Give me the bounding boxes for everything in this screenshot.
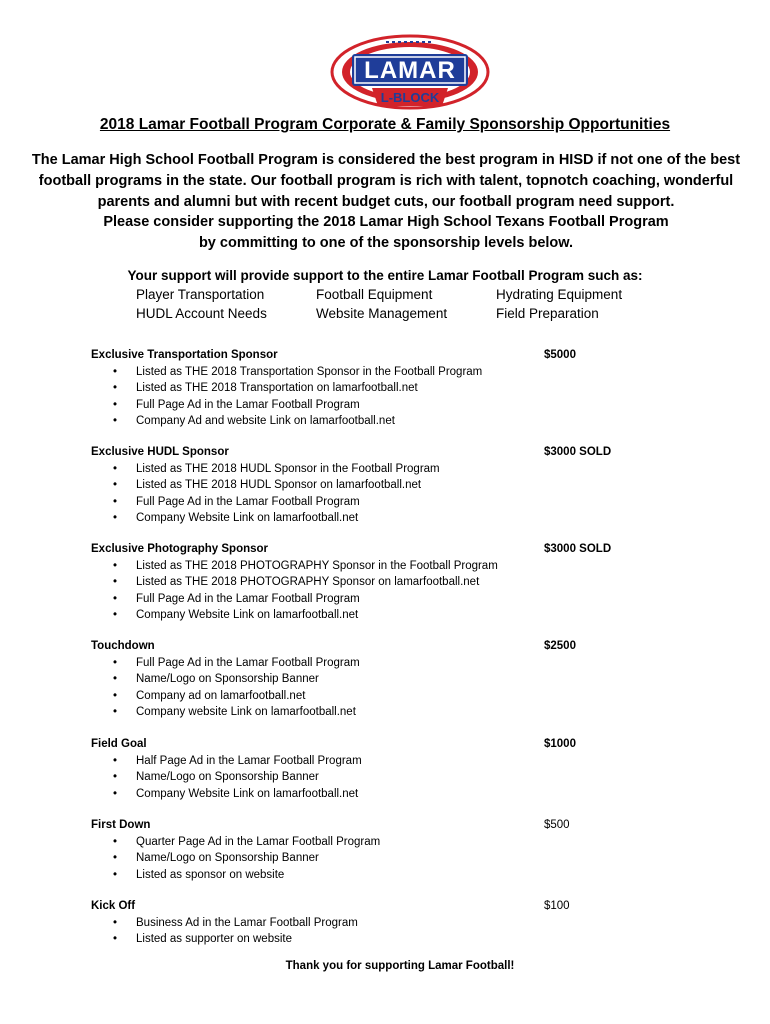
list-item: • Listed as THE 2018 PHOTOGRAPHY Sponsor in the Football Program — [91, 558, 691, 575]
intro-line: football programs in the state. Our football program is rich with talent, topnotch coaching, wonderful — [38, 172, 734, 189]
level-price: $500 — [544, 819, 570, 831]
page-title: 2018 Lamar Football Program Corporate & Family Sponsorship Opportunities — [99, 116, 671, 133]
bullet-icon: • — [113, 382, 118, 394]
bullet-icon: • — [113, 415, 118, 427]
list-item: • Company Ad and website Link on lamarfootball.net — [91, 413, 691, 430]
list-item: • Listed as THE 2018 HUDL Sponsor in the Football Program — [91, 461, 691, 478]
bullet-icon: • — [113, 365, 118, 378]
bullet-icon: • — [113, 771, 118, 783]
bullet-icon: • — [113, 512, 118, 524]
bullet-icon: • — [113, 787, 118, 800]
level-name: Exclusive Transportation Sponsor — [91, 349, 278, 361]
support-needs-grid — [136, 285, 676, 323]
support-item: HUDL Account Needs — [136, 306, 267, 321]
support-row — [136, 304, 676, 323]
support-row — [136, 285, 676, 304]
bullet-icon: • — [113, 852, 118, 864]
list-item: • Half Page Ad in the Lamar Football Program — [91, 753, 691, 770]
level-first-down — [91, 817, 691, 883]
level-field-goal — [91, 736, 691, 802]
logo-bottom-text: L-BLOCK — [380, 90, 440, 105]
level-exclusive-photography — [91, 541, 691, 624]
intro-line: by committing to one of the sponsorship levels below. — [198, 235, 574, 252]
bullet-icon: • — [113, 673, 118, 685]
level-name: Exclusive Photography Sponsor — [91, 543, 269, 555]
level-name: First Down — [91, 819, 151, 831]
bullet-icon: • — [113, 656, 118, 669]
list-item: • Listed as THE 2018 HUDL Sponsor on lamarfootball.net — [91, 477, 691, 494]
list-item: • Company ad on lamarfootball.net — [91, 688, 691, 705]
bullet-icon: • — [113, 868, 118, 881]
support-item: Football Equipment — [316, 287, 433, 302]
list-item: • Full Page Ad in the Lamar Football Program — [91, 494, 691, 511]
list-item: • Company Website Link on lamarfootball.net — [91, 607, 691, 624]
list-item: • Quarter Page Ad in the Lamar Football Program — [91, 834, 691, 851]
list-item: • Business Ad in the Lamar Football Program — [91, 915, 691, 932]
list-item: • Full Page Ad in the Lamar Football Program — [91, 591, 691, 608]
bullet-icon: • — [113, 479, 118, 491]
intro-line: Please consider supporting the 2018 Lamar High School Texans Football Program — [103, 214, 669, 231]
list-item: • Company Website Link on lamarfootball.net — [91, 510, 691, 527]
level-price: $100 — [544, 900, 570, 912]
support-item: Field Preparation — [496, 306, 599, 321]
bullet-icon: • — [113, 462, 118, 475]
level-exclusive-transportation — [91, 347, 691, 430]
level-name: Touchdown — [91, 640, 155, 652]
list-item: • Name/Logo on Sponsorship Banner — [91, 769, 691, 786]
list-item: • Company Website Link on lamarfootball.net — [91, 786, 691, 803]
level-name: Field Goal — [91, 738, 147, 750]
bullet-icon: • — [113, 495, 118, 508]
logo-top-text: LAMAR — [364, 57, 456, 84]
list-item: • Company website Link on lamarfootball.net — [91, 704, 691, 721]
level-kick-off — [91, 898, 691, 948]
intro-paragraph — [30, 150, 742, 254]
bullet-icon: • — [113, 398, 118, 411]
level-touchdown — [91, 638, 691, 721]
bullet-icon: • — [113, 916, 118, 929]
bullet-icon: • — [113, 706, 118, 718]
level-price: $3000 SOLD — [544, 446, 612, 458]
list-item: • Full Page Ad in the Lamar Football Program — [91, 397, 691, 414]
bullet-icon: • — [113, 933, 118, 945]
level-exclusive-hudl — [91, 444, 691, 527]
level-price: $3000 SOLD — [544, 543, 612, 555]
level-price: $1000 — [544, 738, 576, 750]
list-item: • Listed as THE 2018 Transportation on lamarfootball.net — [91, 380, 691, 397]
bullet-icon: • — [113, 609, 118, 621]
list-item: • Name/Logo on Sponsorship Banner — [91, 850, 691, 867]
thank-you-note: Thank you for supporting Lamar Football! — [285, 960, 515, 972]
level-name: Exclusive HUDL Sponsor — [91, 446, 229, 458]
support-item: Player Transportation — [136, 287, 265, 302]
bullet-icon: • — [113, 576, 118, 588]
list-item: • Listed as sponsor on website — [91, 867, 691, 884]
bullet-icon: • — [113, 592, 118, 605]
list-item: • Full Page Ad in the Lamar Football Program — [91, 655, 691, 672]
list-item: • Listed as supporter on website — [91, 931, 691, 948]
support-item: Website Management — [316, 306, 448, 321]
lamar-lblock-logo — [330, 34, 490, 114]
bullet-icon: • — [113, 689, 118, 702]
bullet-icon: • — [113, 835, 118, 848]
support-heading: Your support will provide support to the entire Lamar Football Program such as: — [127, 268, 643, 283]
bullet-icon: • — [113, 754, 118, 767]
level-price: $5000 — [544, 349, 576, 361]
level-name: Kick Off — [91, 900, 136, 912]
bullet-icon: • — [113, 559, 118, 572]
support-item: Hydrating Equipment — [496, 287, 623, 302]
intro-line: The Lamar High School Football Program is considered the best program in HISD if not one of the best — [31, 152, 741, 168]
list-item: • Listed as THE 2018 PHOTOGRAPHY Sponsor on lamarfootball.net — [91, 574, 691, 591]
list-item: • Name/Logo on Sponsorship Banner — [91, 671, 691, 688]
list-item: • Listed as THE 2018 Transportation Sponsor in the Football Program — [91, 364, 691, 381]
intro-line: parents and alumni but with recent budget cuts, our football program need support. — [97, 193, 675, 210]
level-price: $2500 — [544, 640, 576, 652]
